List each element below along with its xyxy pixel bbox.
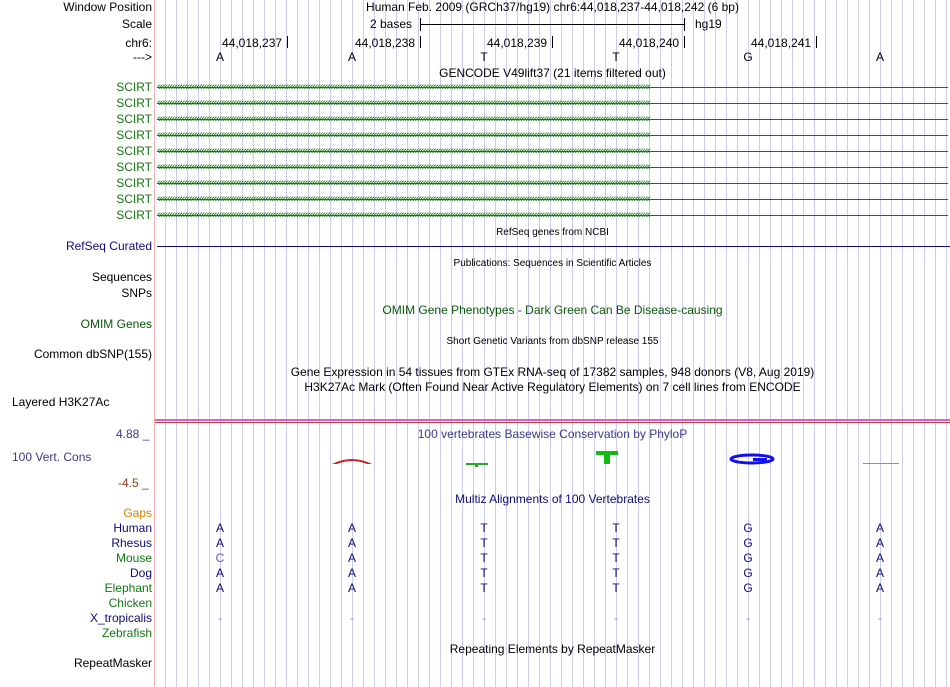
gencode-strand-arrows: ‹‹‹‹‹‹‹‹‹‹‹‹‹‹‹‹‹‹‹‹‹‹‹‹‹‹‹‹‹‹‹‹‹‹‹‹‹‹‹‹‹‹‹‹‹‹‹‹‹‹‹‹‹‹‹‹‹‹‹‹‹‹‹‹‹‹‹‹‹‹‹‹‹‹‹‹‹‹‹‹‹‹‹‹‹‹‹‹‹‹‹‹‹‹‹‹‹‹‹‹‹‹‹‹‹‹‹‹‹‹‹‹‹‹‹‹‹‹‹‹‹‹‹‹‹‹‹‹‹‹‹‹‹‹‹‹‹‹‹‹‹‹‹‹‹‹‹‹‹‹‹‹‹‹‹‹‹‹‹‹‹‹‹‹‹‹‹‹‹‹‹‹‹‹‹‹‹‹‹‹‹‹‹‹‹‹‹‹‹‹‹‹‹‹‹‹‹‹‹‹ xyxy=(157,99,650,108)
refseq-track-title: RefSeq genes from NCBI xyxy=(496,227,609,238)
multiz-aligned-base: - xyxy=(878,611,882,625)
multiz-aligned-base: T xyxy=(612,536,620,550)
phylop-logo-a-glyph xyxy=(863,463,899,464)
window-position-label: Window Position xyxy=(63,0,152,14)
multiz-aligned-base: T xyxy=(480,521,488,535)
scale-bar-right-cap xyxy=(684,18,685,31)
publications-sequences-label[interactable]: Sequences xyxy=(91,270,152,284)
multiz-species-label[interactable]: Human xyxy=(113,521,152,535)
phylop-track-title: 100 vertebrates Basewise Conservation by PhyloP xyxy=(417,427,688,441)
reference-base: A xyxy=(347,50,356,64)
multiz-track-title: Multiz Alignments of 100 Vertebrates xyxy=(455,492,650,506)
publications-snps-label[interactable]: SNPs xyxy=(121,286,152,300)
multiz-aligned-base: T xyxy=(612,521,620,535)
phylop-logo[interactable] xyxy=(155,440,950,480)
publications-track-title: Publications: Sequences in Scientific Articles xyxy=(453,258,652,269)
multiz-aligned-base: - xyxy=(482,611,486,625)
dbsnp-track-label[interactable]: Common dbSNP(155) xyxy=(33,347,152,361)
multiz-aligned-base: A xyxy=(347,566,356,580)
multiz-aligned-base: T xyxy=(480,536,488,550)
gencode-gene-label[interactable]: SCIRT xyxy=(116,112,152,126)
multiz-aligned-base: T xyxy=(612,551,620,565)
scale-bar xyxy=(420,24,684,25)
omim-track-label[interactable]: OMIM Genes xyxy=(80,317,152,331)
multiz-aligned-base: A xyxy=(215,521,224,535)
ruler-tick xyxy=(552,36,553,48)
coordinate-label: 44,018,241 xyxy=(751,36,812,50)
phylop-logo-a-glyph xyxy=(332,459,372,464)
coordinate-label: 44,018,240 xyxy=(619,36,680,50)
h3k27ac-signal-band[interactable] xyxy=(155,419,950,421)
gencode-gene-label[interactable]: SCIRT xyxy=(116,176,152,190)
reference-base: A xyxy=(875,50,884,64)
multiz-aligned-base: A xyxy=(875,581,884,595)
coordinate-label: 44,018,239 xyxy=(487,36,548,50)
phylop-min-label: -4.5 _ xyxy=(118,476,149,490)
assembly-position: Human Feb. 2009 (GRCh37/hg19) chr6:44,018,237-44,018,242 (6 bp) xyxy=(366,0,739,14)
gencode-gene-label[interactable]: SCIRT xyxy=(116,128,152,142)
phylop-max-label: 4.88 _ xyxy=(116,427,150,441)
phylop-logo-g-glyph xyxy=(753,458,767,461)
multiz-aligned-base: - xyxy=(350,611,354,625)
h3k27ac-baseline xyxy=(155,422,950,423)
multiz-aligned-base: G xyxy=(743,581,753,595)
multiz-aligned-base: G xyxy=(743,521,753,535)
scale-value: 2 bases xyxy=(370,17,413,31)
multiz-aligned-base: C xyxy=(215,551,225,565)
phylop-logo-t-glyph xyxy=(475,463,478,467)
multiz-aligned-base: - xyxy=(218,611,222,625)
multiz-species-label[interactable]: Chicken xyxy=(108,596,152,610)
repeatmasker-track-title: Repeating Elements by RepeatMasker xyxy=(449,642,656,656)
multiz-aligned-base: A xyxy=(347,551,356,565)
scale-label: Scale xyxy=(121,17,152,31)
multiz-species-label[interactable]: Dog xyxy=(129,566,152,580)
multiz-aligned-base: A xyxy=(347,536,356,550)
gencode-track-title: GENCODE V49lift37 (21 items filtered out) xyxy=(439,66,666,80)
multiz-aligned-base: A xyxy=(215,536,224,550)
gencode-strand-arrows: ‹‹‹‹‹‹‹‹‹‹‹‹‹‹‹‹‹‹‹‹‹‹‹‹‹‹‹‹‹‹‹‹‹‹‹‹‹‹‹‹‹‹‹‹‹‹‹‹‹‹‹‹‹‹‹‹‹‹‹‹‹‹‹‹‹‹‹‹‹‹‹‹‹‹‹‹‹‹‹‹‹‹‹‹‹‹‹‹‹‹‹‹‹‹‹‹‹‹‹‹‹‹‹‹‹‹‹‹‹‹‹‹‹‹‹‹‹‹‹‹‹‹‹‹‹‹‹‹‹‹‹‹‹‹‹‹‹‹‹‹‹‹‹‹‹‹‹‹‹‹‹‹‹‹‹‹‹‹‹‹‹‹‹‹‹‹‹‹‹‹‹‹‹‹‹‹‹‹‹‹‹‹‹‹‹‹‹‹‹‹‹‹‹‹‹‹‹‹‹‹ xyxy=(157,147,650,156)
gencode-strand-arrows: ‹‹‹‹‹‹‹‹‹‹‹‹‹‹‹‹‹‹‹‹‹‹‹‹‹‹‹‹‹‹‹‹‹‹‹‹‹‹‹‹‹‹‹‹‹‹‹‹‹‹‹‹‹‹‹‹‹‹‹‹‹‹‹‹‹‹‹‹‹‹‹‹‹‹‹‹‹‹‹‹‹‹‹‹‹‹‹‹‹‹‹‹‹‹‹‹‹‹‹‹‹‹‹‹‹‹‹‹‹‹‹‹‹‹‹‹‹‹‹‹‹‹‹‹‹‹‹‹‹‹‹‹‹‹‹‹‹‹‹‹‹‹‹‹‹‹‹‹‹‹‹‹‹‹‹‹‹‹‹‹‹‹‹‹‹‹‹‹‹‹‹‹‹‹‹‹‹‹‹‹‹‹‹‹‹‹‹‹‹‹‹‹‹‹‹‹‹‹‹‹ xyxy=(157,195,650,204)
gencode-gene-label[interactable]: SCIRT xyxy=(116,192,152,206)
multiz-species-label[interactable]: X_tropicalis xyxy=(89,611,152,625)
multiz-aligned-base: A xyxy=(875,536,884,550)
multiz-aligned-base: A xyxy=(215,581,224,595)
ruler-tick xyxy=(684,36,685,48)
strand-label: ---> xyxy=(133,50,152,64)
reference-base: G xyxy=(743,50,753,64)
repeatmasker-track-label[interactable]: RepeatMasker xyxy=(73,656,152,670)
coordinate-label: 44,018,237 xyxy=(222,36,283,50)
phylop-logo-t-glyph xyxy=(604,451,610,464)
reference-base: T xyxy=(480,50,488,64)
scale-assembly: hg19 xyxy=(695,17,722,31)
multiz-aligned-base: A xyxy=(347,521,356,535)
scale-bar-left-cap xyxy=(420,18,421,31)
coordinate-label: 44,018,238 xyxy=(355,36,416,50)
multiz-aligned-base: T xyxy=(480,566,488,580)
gencode-strand-arrows: ‹‹‹‹‹‹‹‹‹‹‹‹‹‹‹‹‹‹‹‹‹‹‹‹‹‹‹‹‹‹‹‹‹‹‹‹‹‹‹‹‹‹‹‹‹‹‹‹‹‹‹‹‹‹‹‹‹‹‹‹‹‹‹‹‹‹‹‹‹‹‹‹‹‹‹‹‹‹‹‹‹‹‹‹‹‹‹‹‹‹‹‹‹‹‹‹‹‹‹‹‹‹‹‹‹‹‹‹‹‹‹‹‹‹‹‹‹‹‹‹‹‹‹‹‹‹‹‹‹‹‹‹‹‹‹‹‹‹‹‹‹‹‹‹‹‹‹‹‹‹‹‹‹‹‹‹‹‹‹‹‹‹‹‹‹‹‹‹‹‹‹‹‹‹‹‹‹‹‹‹‹‹‹‹‹‹‹‹‹‹‹‹‹‹‹‹‹‹‹‹ xyxy=(157,131,650,140)
multiz-species-label[interactable]: Rhesus xyxy=(111,536,152,550)
multiz-aligned-base: - xyxy=(614,611,618,625)
multiz-species-label[interactable]: Elephant xyxy=(104,581,152,595)
multiz-aligned-base: A xyxy=(347,581,356,595)
reference-base: A xyxy=(215,50,224,64)
multiz-aligned-base: G xyxy=(743,536,753,550)
chrom-label: chr6: xyxy=(125,36,152,50)
multiz-aligned-base: A xyxy=(875,566,884,580)
ruler-tick xyxy=(420,36,421,48)
multiz-aligned-base: - xyxy=(746,611,750,625)
gencode-gene-label[interactable]: SCIRT xyxy=(116,208,152,222)
gencode-gene-label[interactable]: SCIRT xyxy=(116,144,152,158)
multiz-species-label[interactable]: Mouse xyxy=(115,551,152,565)
omim-track-title: OMIM Gene Phenotypes - Dark Green Can Be Disease-causing xyxy=(382,303,723,317)
multiz-aligned-base: T xyxy=(612,566,620,580)
refseq-gene-line[interactable] xyxy=(157,246,950,247)
gencode-strand-arrows: ‹‹‹‹‹‹‹‹‹‹‹‹‹‹‹‹‹‹‹‹‹‹‹‹‹‹‹‹‹‹‹‹‹‹‹‹‹‹‹‹‹‹‹‹‹‹‹‹‹‹‹‹‹‹‹‹‹‹‹‹‹‹‹‹‹‹‹‹‹‹‹‹‹‹‹‹‹‹‹‹‹‹‹‹‹‹‹‹‹‹‹‹‹‹‹‹‹‹‹‹‹‹‹‹‹‹‹‹‹‹‹‹‹‹‹‹‹‹‹‹‹‹‹‹‹‹‹‹‹‹‹‹‹‹‹‹‹‹‹‹‹‹‹‹‹‹‹‹‹‹‹‹‹‹‹‹‹‹‹‹‹‹‹‹‹‹‹‹‹‹‹‹‹‹‹‹‹‹‹‹‹‹‹‹‹‹‹‹‹‹‹‹‹‹‹‹‹‹‹‹ xyxy=(157,163,650,172)
reference-base: T xyxy=(612,50,620,64)
multiz-gaps-label[interactable]: Gaps xyxy=(123,506,152,520)
phylop-track-label[interactable]: 100 Vert. Cons xyxy=(12,450,92,464)
h3k27ac-track-label[interactable]: Layered H3K27Ac xyxy=(12,395,110,409)
multiz-aligned-base: T xyxy=(480,581,488,595)
ruler-tick xyxy=(287,36,288,48)
gencode-strand-arrows: ‹‹‹‹‹‹‹‹‹‹‹‹‹‹‹‹‹‹‹‹‹‹‹‹‹‹‹‹‹‹‹‹‹‹‹‹‹‹‹‹‹‹‹‹‹‹‹‹‹‹‹‹‹‹‹‹‹‹‹‹‹‹‹‹‹‹‹‹‹‹‹‹‹‹‹‹‹‹‹‹‹‹‹‹‹‹‹‹‹‹‹‹‹‹‹‹‹‹‹‹‹‹‹‹‹‹‹‹‹‹‹‹‹‹‹‹‹‹‹‹‹‹‹‹‹‹‹‹‹‹‹‹‹‹‹‹‹‹‹‹‹‹‹‹‹‹‹‹‹‹‹‹‹‹‹‹‹‹‹‹‹‹‹‹‹‹‹‹‹‹‹‹‹‹‹‹‹‹‹‹‹‹‹‹‹‹‹‹‹‹‹‹‹‹‹‹‹‹‹‹ xyxy=(157,211,650,220)
multiz-aligned-base: A xyxy=(875,551,884,565)
multiz-aligned-base: T xyxy=(480,551,488,565)
multiz-species-label[interactable]: Zebrafish xyxy=(101,626,152,640)
multiz-aligned-base: G xyxy=(743,566,753,580)
gencode-gene-label[interactable]: SCIRT xyxy=(116,96,152,110)
gencode-strand-arrows: ‹‹‹‹‹‹‹‹‹‹‹‹‹‹‹‹‹‹‹‹‹‹‹‹‹‹‹‹‹‹‹‹‹‹‹‹‹‹‹‹‹‹‹‹‹‹‹‹‹‹‹‹‹‹‹‹‹‹‹‹‹‹‹‹‹‹‹‹‹‹‹‹‹‹‹‹‹‹‹‹‹‹‹‹‹‹‹‹‹‹‹‹‹‹‹‹‹‹‹‹‹‹‹‹‹‹‹‹‹‹‹‹‹‹‹‹‹‹‹‹‹‹‹‹‹‹‹‹‹‹‹‹‹‹‹‹‹‹‹‹‹‹‹‹‹‹‹‹‹‹‹‹‹‹‹‹‹‹‹‹‹‹‹‹‹‹‹‹‹‹‹‹‹‹‹‹‹‹‹‹‹‹‹‹‹‹‹‹‹‹‹‹‹‹‹‹‹‹‹‹ xyxy=(157,115,650,124)
multiz-aligned-base: A xyxy=(215,566,224,580)
h3k27ac-track-title: H3K27Ac Mark (Often Found Near Active Regulatory Elements) on 7 cell lines from ENCODE xyxy=(304,380,801,394)
multiz-aligned-base: A xyxy=(875,521,884,535)
gencode-strand-arrows: ‹‹‹‹‹‹‹‹‹‹‹‹‹‹‹‹‹‹‹‹‹‹‹‹‹‹‹‹‹‹‹‹‹‹‹‹‹‹‹‹‹‹‹‹‹‹‹‹‹‹‹‹‹‹‹‹‹‹‹‹‹‹‹‹‹‹‹‹‹‹‹‹‹‹‹‹‹‹‹‹‹‹‹‹‹‹‹‹‹‹‹‹‹‹‹‹‹‹‹‹‹‹‹‹‹‹‹‹‹‹‹‹‹‹‹‹‹‹‹‹‹‹‹‹‹‹‹‹‹‹‹‹‹‹‹‹‹‹‹‹‹‹‹‹‹‹‹‹‹‹‹‹‹‹‹‹‹‹‹‹‹‹‹‹‹‹‹‹‹‹‹‹‹‹‹‹‹‹‹‹‹‹‹‹‹‹‹‹‹‹‹‹‹‹‹‹‹‹‹‹ xyxy=(157,179,650,188)
dbsnp-track-title: Short Genetic Variants from dbSNP release 155 xyxy=(446,336,659,347)
gencode-gene-label[interactable]: SCIRT xyxy=(116,80,152,94)
multiz-aligned-base: T xyxy=(612,581,620,595)
gtex-track-title: Gene Expression in 54 tissues from GTEx RNA-seq of 17382 samples, 948 donors (V8, Aug 2019) xyxy=(290,365,815,379)
refseq-track-label[interactable]: RefSeq Curated xyxy=(65,239,152,253)
gencode-gene-label[interactable]: SCIRT xyxy=(116,160,152,174)
gencode-strand-arrows: ‹‹‹‹‹‹‹‹‹‹‹‹‹‹‹‹‹‹‹‹‹‹‹‹‹‹‹‹‹‹‹‹‹‹‹‹‹‹‹‹‹‹‹‹‹‹‹‹‹‹‹‹‹‹‹‹‹‹‹‹‹‹‹‹‹‹‹‹‹‹‹‹‹‹‹‹‹‹‹‹‹‹‹‹‹‹‹‹‹‹‹‹‹‹‹‹‹‹‹‹‹‹‹‹‹‹‹‹‹‹‹‹‹‹‹‹‹‹‹‹‹‹‹‹‹‹‹‹‹‹‹‹‹‹‹‹‹‹‹‹‹‹‹‹‹‹‹‹‹‹‹‹‹‹‹‹‹‹‹‹‹‹‹‹‹‹‹‹‹‹‹‹‹‹‹‹‹‹‹‹‹‹‹‹‹‹‹‹‹‹‹‹‹‹‹‹‹‹‹‹ xyxy=(157,83,650,92)
multiz-aligned-base: G xyxy=(743,551,753,565)
ruler-tick xyxy=(816,36,817,48)
